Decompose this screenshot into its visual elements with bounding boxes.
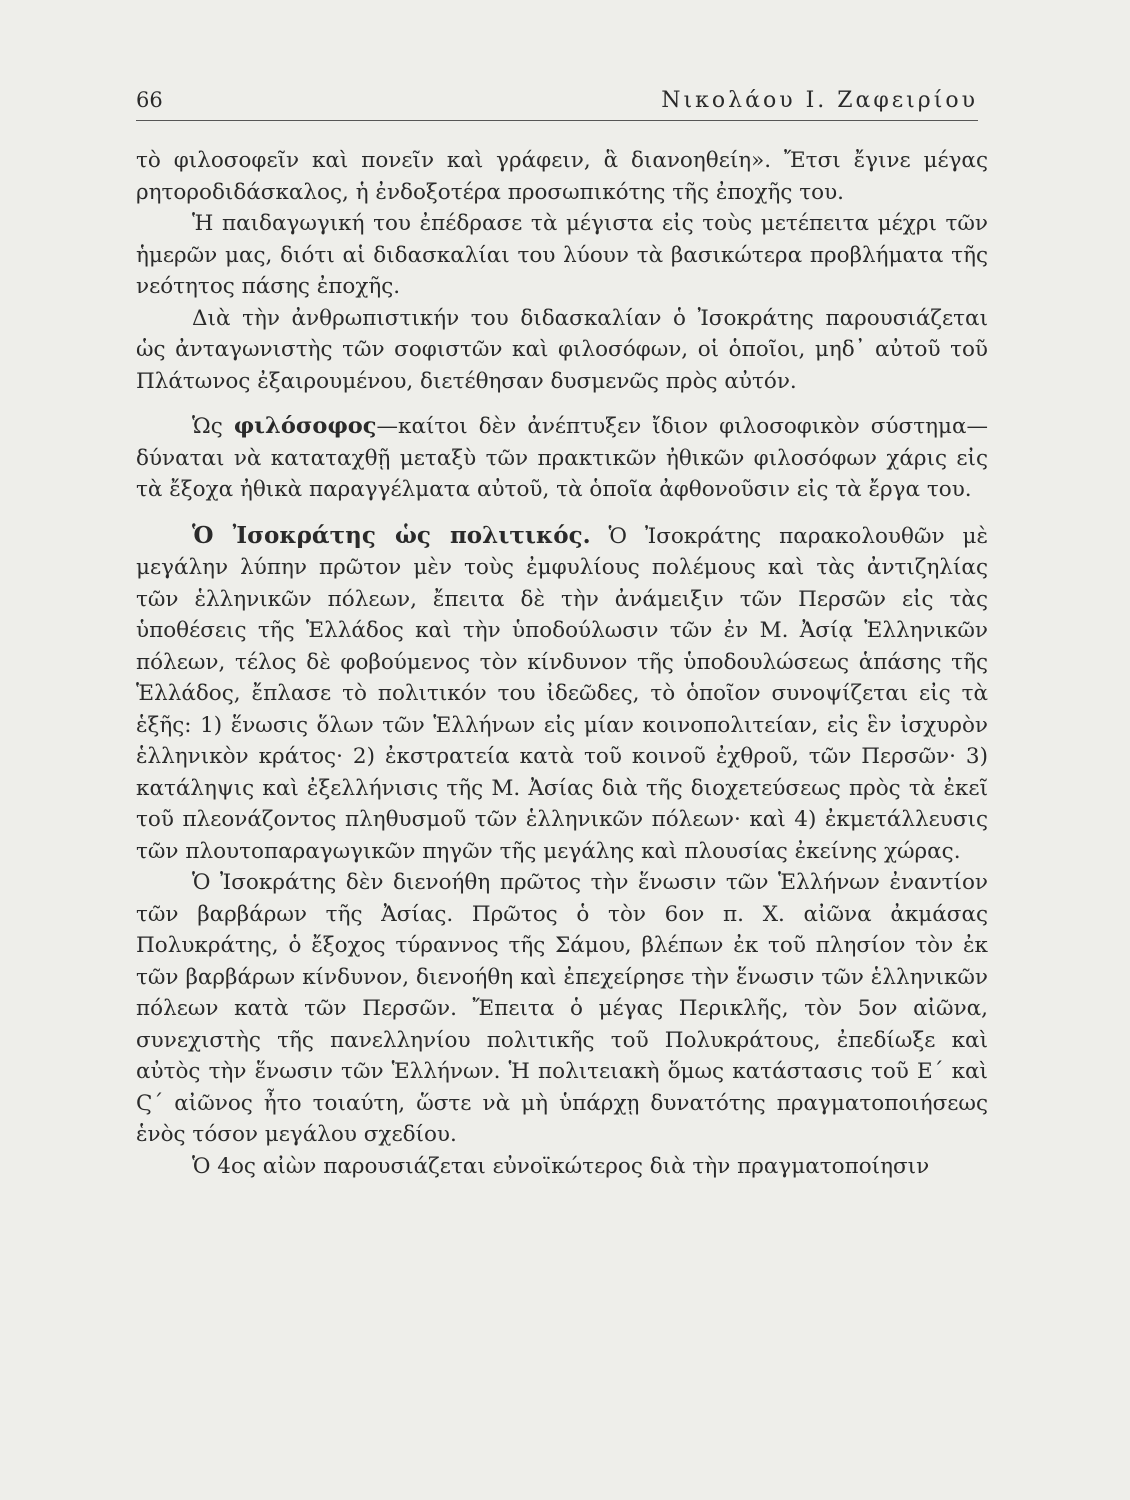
term-philosopher: φιλόσοφος xyxy=(233,413,377,439)
paragraph-politician xyxy=(136,520,988,868)
paragraph-continuation: τὸ φιλοσοφεῖν καὶ πονεῖν καὶ γράφειν, ἃ διανοηθείη». Ἔτσι ἔγινε μέγας ρητοροδιδάσκαλος, ἡ ἐνδοξοτέρα προσωπικότης τῆς ἐποχῆς του. xyxy=(136,148,988,205)
paragraph-text: —καίτοι δὲν ἀνέπτυξεν ἴδιον φιλοσοφικὸν σύστημα— δύναται νὰ καταταχθῇ μεταξὺ τῶν πρακτικῶν ἠθικῶν φιλοσόφων χάρις εἰς τὰ ἔξοχα ἠθικὰ παραγγέλματα αὐτοῦ, τὰ ὁποῖα ἀφθονοῦσιν εἰς τὰ ἔργα του. xyxy=(136,414,988,502)
paragraph-union-history: Ὁ Ἰσοκράτης δὲν διενοήθη πρῶτος τὴν ἕνωσιν τῶν Ἑλλήνων ἐναντίον τῶν βαρβάρων τῆς Ἀσίας. Πρῶτος ὁ τὸν 6ον π. Χ. αἰῶνα ἀκμάσας Πολυκράτης, ὁ ἔξοχος τύραννος τῆς Σάμου, βλέπων ἐκ τοῦ πλησίον τὸν ἐκ τῶν βαρβάρων κίνδυνον, διενοήθη καὶ ἐπεχείρησε τὴν ἕνωσιν τῶν ἑλληνικῶν πόλεων κατὰ τῶν Περσῶν. Ἔπειτα ὁ μέγας Περικλῆς, τὸν 5ον αἰῶνα, συνεχιστὴς τῆς πανελληνίου πολιτικῆς τοῦ Πολυκράτους, ἐπεδίωξε καὶ αὐτὸς τὴν ἕνωσιν τῶν Ἑλλήνων. Ἡ πολιτειακὴ ὅμως κατάστασις τοῦ Ε΄ καὶ Ϛ΄ αἰῶνος ἦτο τοιαύτη, ὥστε νὰ μὴ ὑπάρχῃ δυνατότης πραγματοποιήσεως ἑνὸς τόσον μεγάλου σχεδίου. xyxy=(136,870,988,1147)
running-title: Νικολάου Ι. Ζαφειρίου xyxy=(661,88,978,113)
page-body xyxy=(136,145,988,1182)
page-number: 66 xyxy=(136,88,163,112)
paragraph-fourth-century: Ὁ 4ος αἰὼν παρουσιάζεται εὐνοϊκώτερος διὰ τὴν πραγματοποίησιν xyxy=(192,1153,930,1179)
paragraph-philosopher xyxy=(136,411,988,506)
paragraph-pedagogy: Ἡ παιδαγωγική του ἐπέδρασε τὰ μέγιστα εἰς τοὺς μετέπειτα μέχρι τῶν ἡμερῶν μας, διότι αἱ διδασκαλίαι του λύουν τὰ βασικώτερα προβλήματα τῆς νεότητος πάσης ἐποχῆς. xyxy=(136,211,988,299)
paragraph-text: Ὁ Ἰσοκράτης παρακολουθῶν μὲ μεγάλην λύπην πρῶτον μὲν τοὺς ἐμφυλίους πολέμους καὶ τὰς ἀντιζηλίας τῶν ἑλληνικῶν πόλεων, ἔπειτα δὲ τὴν ἀνάμειξιν τῶν Περσῶν εἰς τὰς ὑποθέσεις τῆς Ἑλλάδος καὶ τὴν ὑποδούλωσιν τῶν ἐν Μ. Ἀσίᾳ Ἑλληνικῶν πόλεων, τέλος δὲ φοβούμενος τὸν κίνδυνον τῆς ὑποδουλώσεως ἁπάσης τῆς Ἑλλάδος, ἔπλασε τὸ πολιτικόν του ἰδεῶδες, τὸ ὁποῖον συνοψίζεται εἰς τὰ ἑξῆς: 1) ἕνωσις ὅλων τῶν Ἑλλήνων εἰς μίαν κοινοπολιτείαν, εἰς ἓν ἰσχυρὸν ἑλληνικὸν κράτος· 2) ἐκστρατεία κατὰ τοῦ κοινοῦ ἐχθροῦ, τῶν Περσῶν· 3) κατάληψις καὶ ἐξελλήνισις τῆς Μ. Ἀσίας διὰ τῆς διοχετεύσεως πρὸς τὰ ἐκεῖ τοῦ πλεονάζοντος πληθυσμοῦ τῶν ἑλληνικῶν πόλεων· καὶ 4) ἐκμετάλλευσις τῶν πλουτοπαραγωγικῶν πηγῶν τῆς μεγάλης καὶ πλουσίας ἐκείνης χώρας. xyxy=(136,523,989,864)
page-header xyxy=(136,88,978,121)
paragraph-humanism: Διὰ τὴν ἀνθρωπιστικήν του διδασκαλίαν ὁ Ἰσοκράτης παρουσιάζεται ὡς ἀνταγωνιστὴς τῶν σοφιστῶν καὶ φιλοσόφων, οἱ ὁποῖοι, μηδ᾽ αὐτοῦ τοῦ Πλάτωνος ἐξαιρουμένου, διετέθησαν δυσμενῶς πρὸς αὐτόν. xyxy=(136,305,988,394)
section-heading: Ὁ Ἰσοκράτης ὡς πολιτικός. xyxy=(192,521,591,549)
paragraph-lead: Ὡς xyxy=(192,414,234,439)
